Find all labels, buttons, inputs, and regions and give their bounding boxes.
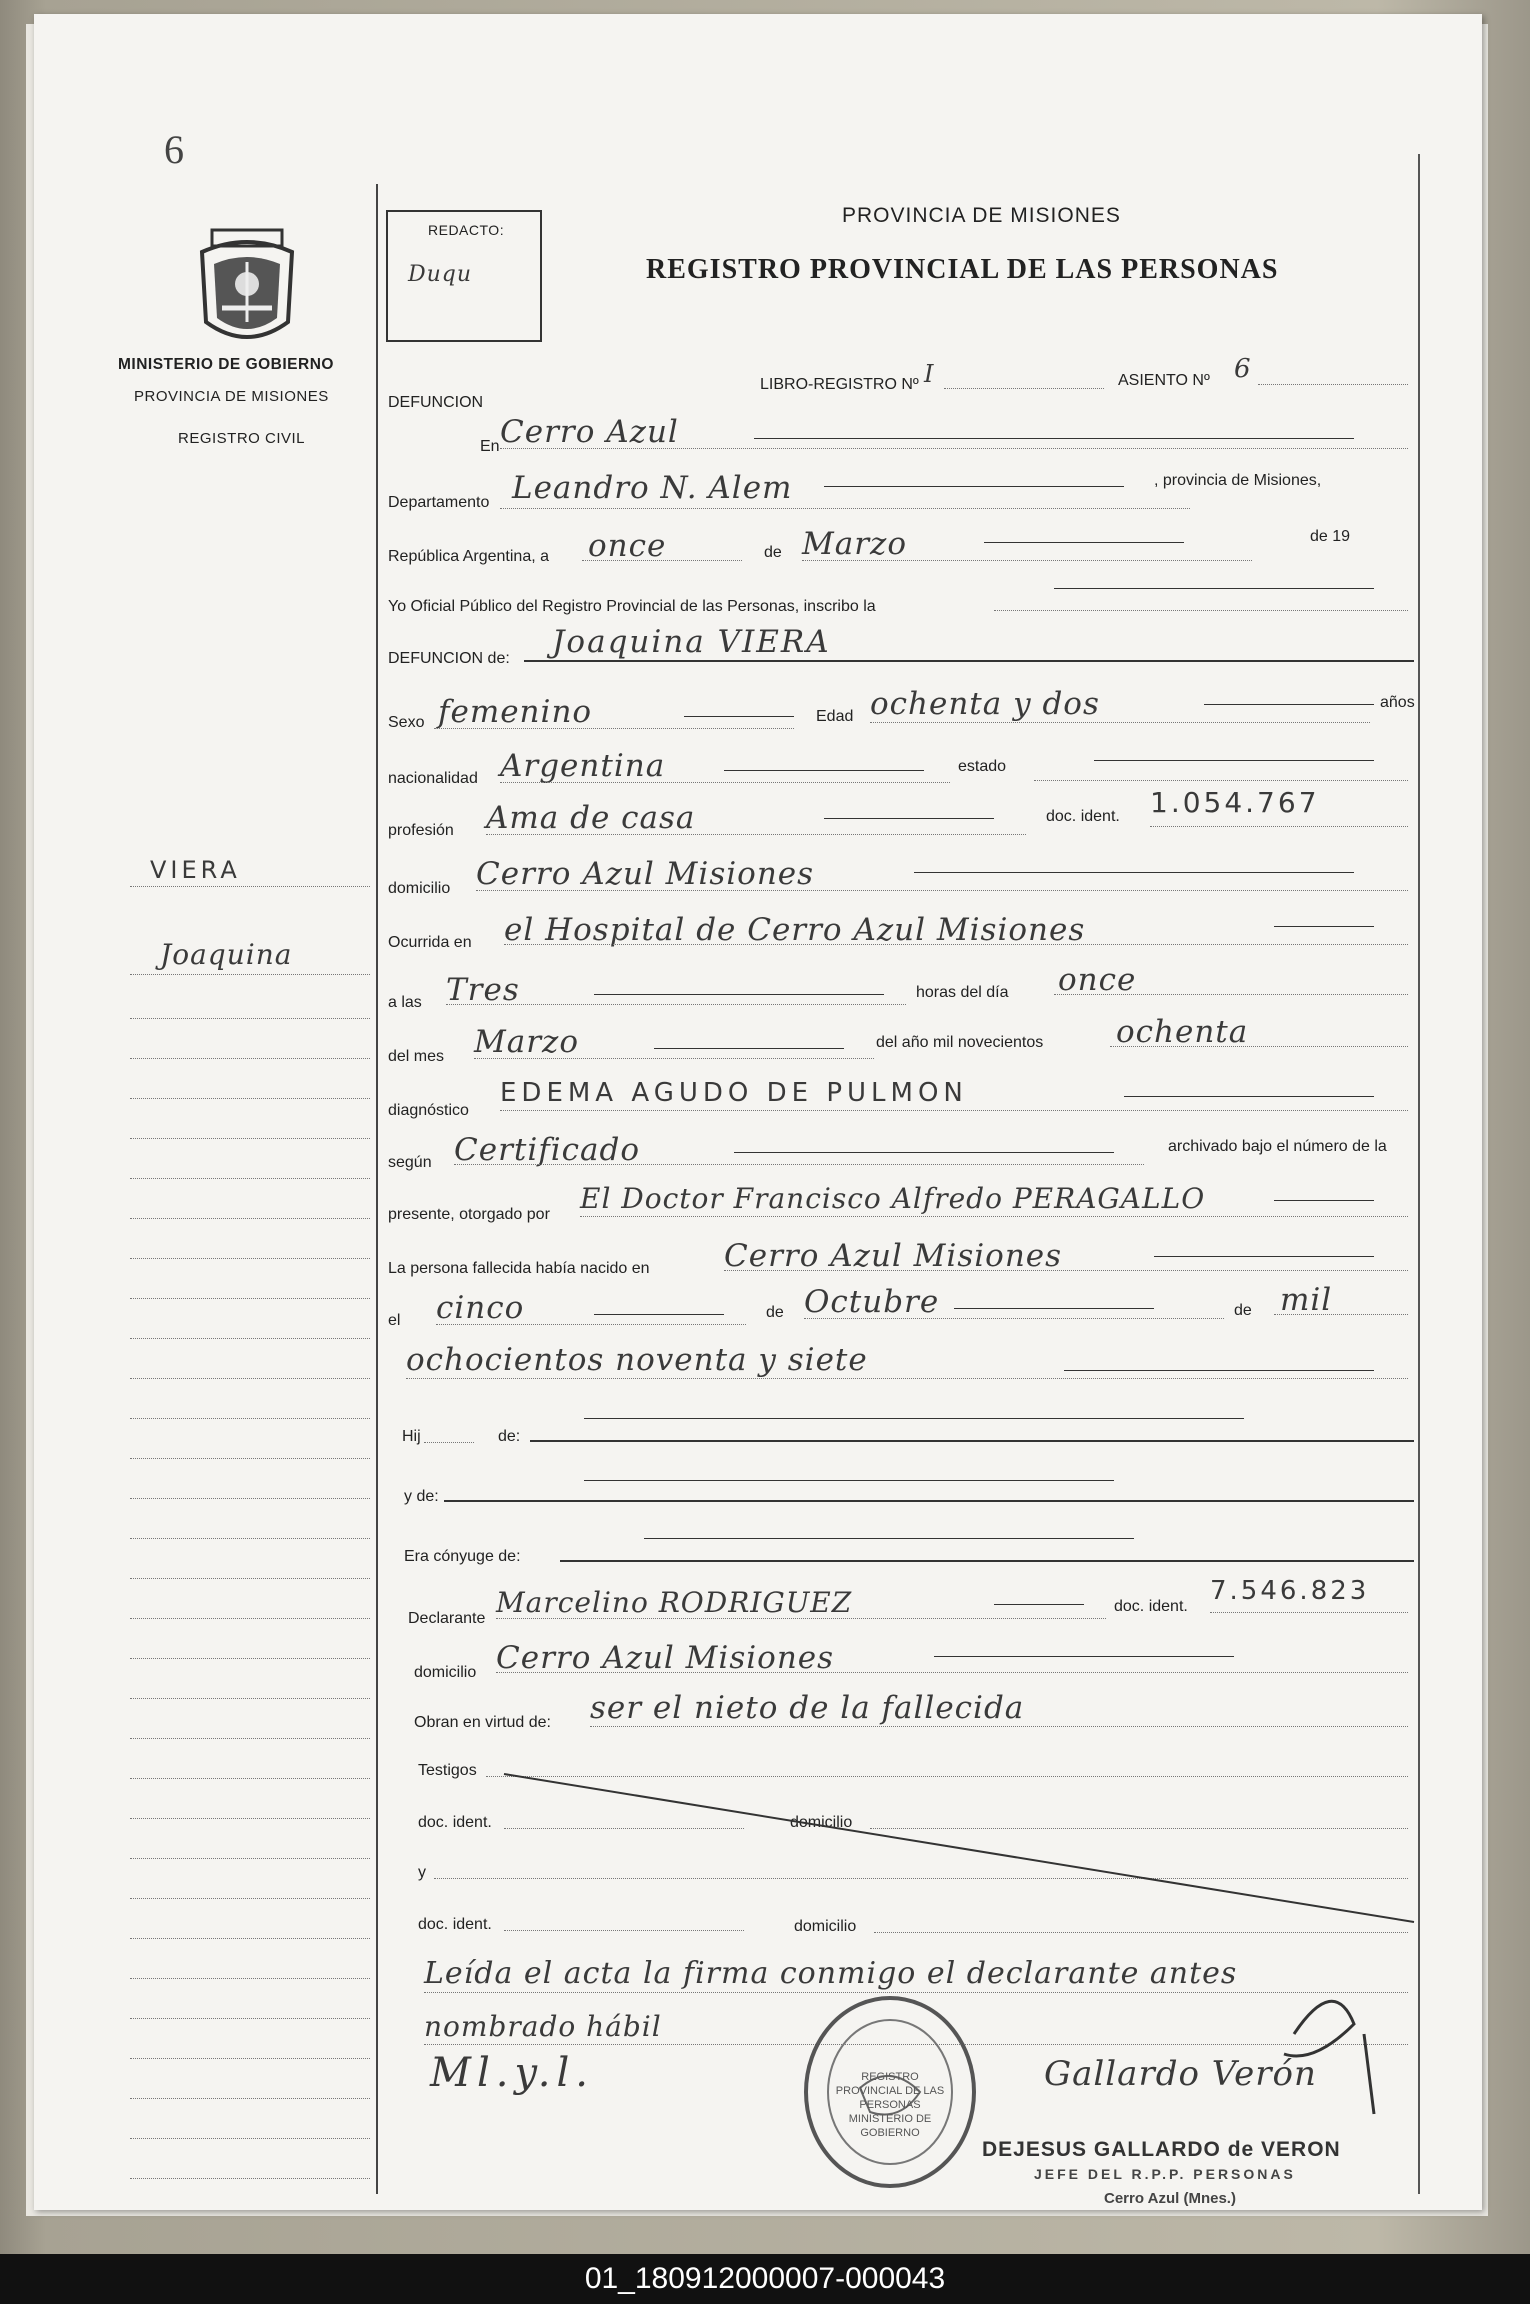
seal-text: REGISTRO PROVINCIAL DE LAS PERSONAS MINISTERIO DE GOBIERNO — [835, 2071, 945, 2139]
ano-label: del año mil novecientos — [876, 1034, 1044, 1051]
domicilio2-label: domicilio — [794, 1918, 857, 1935]
declarante-value: Marcelino RODRIGUEZ — [496, 1586, 853, 1619]
page-number: 6 — [164, 127, 184, 172]
nacionalidad-value: Argentina — [500, 748, 666, 784]
registry-label: REGISTRO CIVIL — [178, 430, 306, 447]
redacto-box — [386, 210, 542, 342]
ano-value: ochenta — [1116, 1014, 1249, 1050]
official-title: JEFE DEL R.P.P. PERSONAS — [1034, 2166, 1296, 2182]
en-value: Cerro Azul — [500, 414, 679, 450]
right-signature: Gallardo Verón — [1044, 2054, 1317, 2094]
record-type: DEFUNCION — [388, 394, 484, 411]
nacido-label: La persona fallecida había nacido en — [388, 1260, 650, 1277]
de3-value: mil — [1280, 1282, 1333, 1318]
anos-label: años — [1380, 694, 1415, 711]
margin-given-name: Joaquina — [160, 938, 293, 971]
defuncion-value: Joaquina VIERA — [552, 624, 831, 660]
nacionalidad-label: nacionalidad — [388, 770, 478, 787]
margin-surname: VIERA — [150, 856, 241, 884]
libro-value: I — [924, 360, 935, 388]
year-text: ochocientos noventa y siete — [406, 1342, 868, 1378]
declarante-doc-label: doc. ident. — [1114, 1598, 1188, 1615]
presente-label: presente, otorgado por — [388, 1206, 550, 1223]
year-label: de 19 — [1310, 528, 1351, 545]
obran-label: Obran en virtud de: — [414, 1714, 551, 1731]
horas-value: once — [1058, 962, 1137, 998]
en-label: En — [480, 438, 500, 455]
edad-value: ochenta y dos — [870, 686, 1100, 722]
closing-line2: nombrado hábil — [424, 2010, 662, 2043]
el-label: el — [388, 1312, 401, 1329]
month-value: Marzo — [802, 526, 908, 562]
asiento-value: 6 — [1234, 354, 1252, 384]
de3-label: de — [1234, 1302, 1252, 1319]
official-place: Cerro Azul (Mnes.) — [1104, 2190, 1236, 2207]
mes-label: del mes — [388, 1048, 445, 1065]
declarante-doc-value: 7.546.823 — [1210, 1576, 1370, 1606]
segun-label: según — [388, 1154, 432, 1171]
domicilio-label: domicilio — [388, 880, 451, 897]
closing-line1: Leída el acta la firma conmigo el declarante antes — [424, 1956, 1238, 1991]
defuncion-label: DEFUNCION de: — [388, 650, 510, 667]
archivado-label: archivado bajo el número de la — [1168, 1138, 1387, 1155]
coat-of-arms-icon — [192, 222, 302, 352]
decl-domicilio-value: Cerro Azul Misiones — [496, 1640, 835, 1676]
de2-value: Octubre — [804, 1284, 940, 1320]
a-las-value: Tres — [446, 972, 520, 1008]
declarante-label: Declarante — [408, 1610, 486, 1627]
segun-value: Certificado — [454, 1132, 640, 1168]
hij-de-label: de: — [498, 1428, 521, 1445]
sexo-value: femenino — [438, 694, 593, 730]
main-title: REGISTRO PROVINCIAL DE LAS PERSONAS — [646, 254, 1279, 285]
margin-line — [376, 184, 378, 2194]
libro-label: LIBRO-REGISTRO Nº — [760, 376, 919, 393]
de2-label: de — [766, 1304, 784, 1321]
image-label: 01_180912000007-000043 — [0, 2254, 1530, 2304]
left-signature: Ml.y.l. — [430, 2050, 594, 2096]
ocurrida-value: el Hospital de Cerro Azul Misiones — [504, 912, 1086, 948]
obran-value: ser el nieto de la fallecida — [590, 1690, 1025, 1726]
y-de-label: y de: — [404, 1488, 439, 1505]
signature-flourish — [1274, 1974, 1384, 2134]
domicilio1-label: domicilio — [790, 1814, 853, 1831]
profesion-label: profesión — [388, 822, 454, 839]
republica-label: República Argentina, a — [388, 548, 549, 565]
de-label: de — [764, 544, 782, 561]
oficial-text: Yo Oficial Público del Registro Provincial de las Personas, inscribo la — [388, 598, 876, 615]
departamento-value: Leandro N. Alem — [512, 470, 793, 506]
redacto-value: Duqu — [408, 262, 473, 287]
provincia-suffix: , provincia de Misiones, — [1154, 472, 1322, 489]
a-las-label: a las — [388, 994, 422, 1011]
el-value: cinco — [436, 1290, 525, 1326]
hij-label: Hij — [402, 1428, 421, 1445]
province-label: PROVINCIA DE MISIONES — [134, 388, 329, 405]
ministry-label: MINISTERIO DE GOBIERNO — [118, 356, 334, 373]
redacto-label: REDACTO: — [428, 222, 505, 238]
mes-value: Marzo — [474, 1024, 580, 1060]
official-name: DEJESUS GALLARDO de VERON — [982, 2138, 1341, 2161]
conyuge-label: Era cónyuge de: — [404, 1548, 521, 1565]
testigos-label: Testigos — [418, 1762, 477, 1779]
asiento-label: ASIENTO Nº — [1118, 372, 1210, 389]
nacido-value: Cerro Azul Misiones — [724, 1238, 1063, 1274]
departamento-label: Departamento — [388, 494, 490, 511]
domicilio-value: Cerro Azul Misiones — [476, 856, 815, 892]
doc-ident2-label: doc. ident. — [418, 1916, 492, 1933]
y-label: y — [418, 1864, 426, 1881]
decl-domicilio-label: domicilio — [414, 1664, 477, 1681]
doc-label: doc. ident. — [1046, 808, 1120, 825]
estado-label: estado — [958, 758, 1007, 775]
ocurrida-label: Ocurrida en — [388, 934, 472, 951]
strike-line — [494, 1764, 1424, 1934]
diagnostico-label: diagnóstico — [388, 1102, 469, 1119]
doc-value: 1.054.767 — [1150, 786, 1320, 819]
document-page — [34, 14, 1482, 2210]
edad-label: Edad — [816, 708, 854, 725]
province-title: PROVINCIA DE MISIONES — [842, 204, 1121, 227]
diagnostico-value: EDEMA AGUDO DE PULMON — [500, 1078, 968, 1108]
horas-label: horas del día — [916, 984, 1009, 1001]
day-value: once — [588, 528, 667, 564]
sexo-label: Sexo — [388, 714, 425, 731]
doc-ident1-label: doc. ident. — [418, 1814, 492, 1831]
profesion-value: Ama de casa — [486, 800, 696, 836]
presente-value: El Doctor Francisco Alfredo PERAGALLO — [580, 1182, 1206, 1215]
